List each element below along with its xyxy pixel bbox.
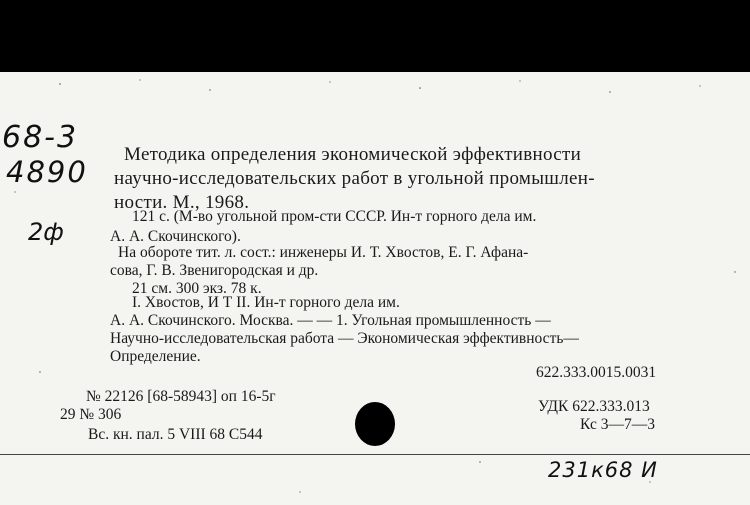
body-line-3: На обороте тит. л. сост.: инженеры И. Т. Хвостов, Е. Г. Афана- [118,244,529,261]
handwritten-note: 2ф [28,218,64,246]
body-line-4: сова, Г. В. Звенигородская и др. [110,262,319,279]
body-line-2: А. А. Скочинского). [110,228,241,245]
body-line-7: А. А. Скочинского. Москва. — — 1. Угольная промышленность — [110,312,551,329]
body-line-6: I. Хвостов, И Т II. Ин-т горного дела им. [132,294,400,311]
title-line-3: ности. М., 1968. [114,192,250,213]
title-line-1: Методика определения экономической эффективности [124,144,582,165]
registration-number: № 22126 [68-58943] оп 16-5г [86,388,276,405]
title-line-2: научно-исследовательских работ в угольной промышлен- [114,168,595,189]
body-line-5: 21 см. 300 экз. 78 к. [132,280,262,297]
kc-code: Кс 3—7—3 [580,416,655,433]
udc-code: УДК 622.333.013 [538,398,650,415]
library-line: Вс. кн. пал. 5 VIII 68 С544 [88,426,263,443]
punch-hole [355,402,395,446]
day-number: 29 № 306 [60,406,122,423]
handwritten-call-number-1: 68-3 [2,120,79,155]
class-code: 622.333.0015.0031 [536,364,657,381]
handwritten-footer: 231к68 И [548,458,658,482]
body-line-9: Определение. [110,348,201,365]
handwritten-call-number-2: 4890 [6,155,88,189]
catalog-card [0,72,750,505]
body-line-8: Научно-исследовательская работа — Экономическая эффективность— [110,330,579,347]
body-line-1: 121 с. (М-во угольной пром-сти СССР. Ин-т горного дела им. [132,208,537,225]
bottom-rule [0,454,750,455]
